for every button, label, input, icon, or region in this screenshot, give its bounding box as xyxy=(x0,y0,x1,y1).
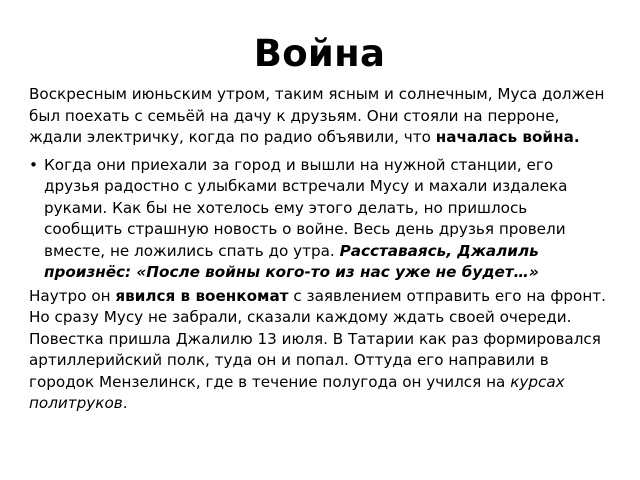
paragraph-3-emphasis: явился в военкомат xyxy=(115,286,289,305)
bullet-quote: Расставаясь, Джалиль произнёс: «После войны кого-то из нас уже не будет…» xyxy=(44,241,539,281)
bullet-list xyxy=(29,155,610,284)
paragraph-3 xyxy=(29,286,610,415)
bullet-item xyxy=(29,155,610,284)
paragraph-1 xyxy=(29,84,610,149)
paragraph-3-italic: курсах политруков xyxy=(29,372,565,412)
slide-title: Война xyxy=(253,32,386,75)
paragraph-1-emphasis: началась война. xyxy=(435,128,580,146)
bullet-marker-icon: • xyxy=(29,155,38,174)
paragraph-3-end: . xyxy=(122,394,128,412)
bullet-text: Когда они приехали за город и вышли на нужной станции, его друзья радостно с улыбками встречали Мусу и махали издалека руками. Как бы не хотелось ему этого делать, но пришлось сообщить страшную новость о войне. Весь день друзья провели вместе, не ложились спать до утра. xyxy=(44,155,568,260)
paragraph-1-text: Воскресным июньским утром, таким ясным и солнечным, Муса должен был поехать с семьёй на дачу к друзьям. Они стояли на перроне, ждали электричку, когда по радио объявили, что xyxy=(29,85,605,146)
paragraph-3-text-before: Наутро он xyxy=(29,286,116,305)
bullet-text-block xyxy=(44,155,610,284)
slide-body xyxy=(29,84,610,415)
paragraph-3-text-after: с заявлением отправить его на фронт. Но сразу Мусу не забрали, сказали каждому ждать своей очереди. Повестка пришла Джалилю 13 июля. В Татарии как раз формировался артиллерийский полк, туда он и попал. Оттуда его направили в городок Мензелинск, где в течение полугода он учился на xyxy=(29,286,606,391)
